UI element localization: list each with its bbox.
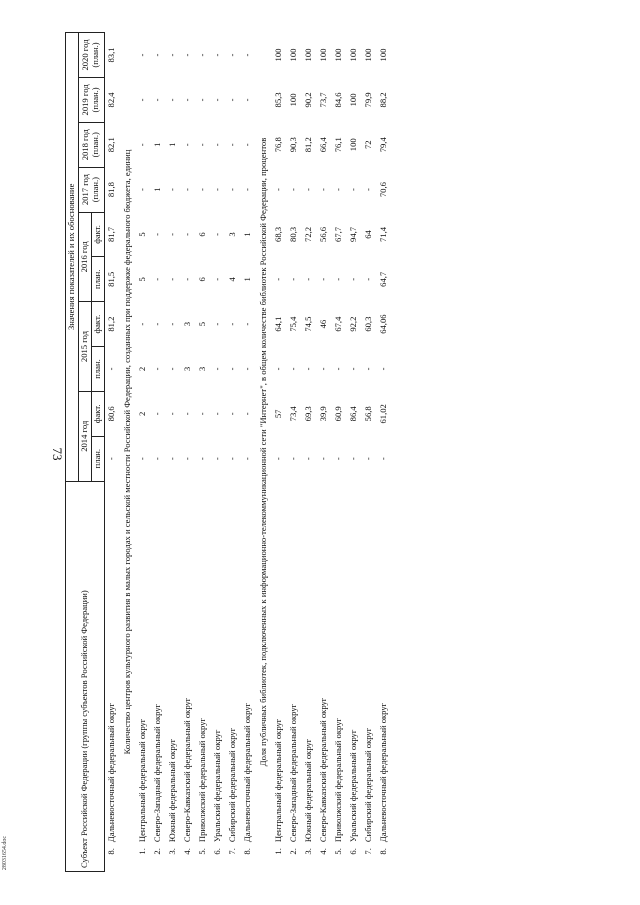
value-cell: - (272, 188, 283, 192)
value-cell: 2 (137, 411, 148, 416)
value-cell: 3 (182, 366, 193, 372)
value-cell: 56,8 (362, 406, 373, 422)
region-name: Уральский федеральный округ (347, 729, 358, 843)
value-cell: - (137, 322, 148, 326)
value-cell: 100 (272, 48, 283, 62)
plan-2016: план. (91, 257, 104, 302)
value-cell: - (167, 367, 178, 371)
value-cell: - (242, 143, 253, 147)
value-cell: 94,7 (347, 226, 358, 242)
value-cell: - (106, 457, 117, 461)
value-cell: 67,7 (332, 226, 343, 242)
value-cell: - (302, 457, 313, 461)
value-cell: - (317, 367, 328, 371)
value-cell: - (362, 277, 373, 281)
value-cell: - (212, 322, 223, 326)
value-cell: - (167, 412, 178, 416)
value-cell: 4 (227, 277, 238, 282)
value-cell: - (106, 367, 117, 371)
value-cell: 3 (182, 321, 193, 327)
value-cell: - (227, 98, 238, 102)
region-name: Южный федеральный округ (302, 738, 313, 843)
value-cell: 57 (272, 409, 283, 419)
plan-2014: план. (91, 436, 104, 481)
region-name: Сибирский федеральный округ (227, 727, 238, 843)
value-cell: 46 (317, 319, 328, 329)
value-cell: - (197, 457, 208, 461)
year-2017: 2017 год (план.) (78, 167, 104, 212)
value-cell: 100 (287, 93, 298, 107)
region-name: Сибирский федеральный округ (362, 727, 373, 843)
value-cell: - (212, 53, 223, 57)
fact-2016: факт. (91, 212, 104, 257)
value-cell: - (227, 367, 238, 371)
value-cell: - (212, 188, 223, 192)
value-cell: 69,3 (302, 406, 313, 422)
table-row (301, 33, 316, 872)
region-name: Южный федеральный округ (167, 738, 178, 843)
region-name: Приволжский федеральный округ (332, 717, 343, 843)
value-cell: 100 (302, 48, 313, 62)
value-cell: 6 (197, 277, 208, 282)
table-row (271, 33, 286, 872)
value-cell: - (152, 233, 163, 236)
value-cell: - (182, 412, 193, 416)
value-cell: - (152, 98, 163, 102)
row-number: 2. (287, 848, 298, 855)
value-cell: - (167, 457, 178, 461)
value-cell: 100 (377, 48, 388, 62)
value-cell: 1 (242, 232, 253, 237)
value-cell: - (242, 322, 253, 326)
value-cell: - (377, 457, 388, 461)
value-cell: 68,3 (272, 226, 283, 242)
subject-header: Субъект Российской Федерации (группы субъектов Российской Федерации) (66, 481, 105, 871)
footer-filename: 28031654.doc (2, 835, 9, 871)
value-cell: 100 (362, 48, 373, 62)
row-number: 6. (347, 848, 358, 855)
value-cell: - (212, 367, 223, 371)
value-cell: 88,2 (377, 92, 388, 108)
value-cell: 73,4 (287, 406, 298, 422)
value-cell: - (287, 367, 298, 371)
value-cell: 100 (332, 48, 343, 62)
value-cell: 82,4 (106, 92, 117, 108)
value-cell: - (167, 53, 178, 57)
value-cell: 39,9 (317, 406, 328, 422)
page-number: 73 (50, 447, 65, 461)
value-cell: - (317, 277, 328, 281)
row-number: 8. (377, 848, 388, 855)
value-cell: 79,4 (377, 137, 388, 153)
value-cell: 100 (287, 48, 298, 62)
value-cell: - (167, 98, 178, 102)
row-number: 3. (302, 848, 313, 855)
rotated-table-container (65, 32, 575, 872)
table-row (241, 33, 256, 872)
row-number: 5. (332, 848, 343, 855)
value-cell: 85,3 (272, 92, 283, 108)
value-cell: - (287, 457, 298, 461)
table-row (104, 33, 120, 872)
value-cell: 6 (197, 232, 208, 237)
value-cell: 90,2 (302, 92, 313, 108)
value-cell: 3 (227, 232, 238, 237)
value-cell: 100 (347, 138, 358, 152)
region-name: Северо-Западный федеральный округ (152, 703, 163, 843)
year-2014: 2014 год (78, 391, 91, 481)
value-cell: 64,06 (377, 314, 388, 334)
value-cell: 81,2 (302, 137, 313, 153)
value-cell: - (197, 98, 208, 102)
value-cell: - (197, 143, 208, 147)
section-title-row (120, 33, 136, 872)
value-cell: 92,2 (347, 316, 358, 332)
value-cell: - (167, 277, 178, 281)
value-cell: - (332, 277, 343, 281)
value-cell: - (212, 277, 223, 281)
value-cell: 64,7 (377, 271, 388, 287)
table-row (211, 33, 226, 872)
row-number: 6. (212, 848, 223, 855)
table-row (376, 33, 391, 872)
value-cell: - (227, 53, 238, 57)
value-cell: - (272, 457, 283, 461)
value-cell: - (212, 412, 223, 416)
value-cell: 3 (197, 366, 208, 372)
value-cell: - (137, 457, 148, 461)
value-cell: - (362, 457, 373, 461)
value-cell: 79,9 (362, 92, 373, 108)
row-number: 5. (197, 848, 208, 855)
value-cell: 72,2 (302, 226, 313, 242)
value-cell: - (182, 233, 193, 236)
region-name: Дальневосточный федеральный округ (106, 702, 117, 843)
value-cell: - (137, 188, 148, 192)
value-cell: - (182, 98, 193, 102)
table-row (181, 33, 196, 872)
value-cell: - (167, 233, 178, 236)
value-cell: 67,4 (332, 316, 343, 332)
region-name: Приволжский федеральный округ (197, 717, 208, 843)
value-cell: - (152, 277, 163, 281)
value-cell: 5 (197, 321, 208, 327)
value-cell: 100 (317, 48, 328, 62)
value-cell: 86,4 (347, 406, 358, 422)
value-cell: 60,3 (362, 316, 373, 332)
value-cell: - (137, 143, 148, 147)
value-cell: - (227, 188, 238, 192)
table-row (136, 33, 151, 872)
value-cell: 100 (347, 93, 358, 107)
table-row (331, 33, 346, 872)
table-row (196, 33, 211, 872)
section-title: Доля публичных библиотек, подключенных к информационно-телекоммуникационной сети "Интернет", в общем количестве библиотек Российской Федерации, процентов (257, 137, 268, 767)
value-cell: 64,1 (272, 316, 283, 332)
value-cell: - (227, 412, 238, 416)
value-cell: 81,7 (106, 226, 117, 242)
value-cell: 73,7 (317, 92, 328, 108)
value-cell: 76,1 (332, 137, 343, 153)
value-cell: 2 (137, 366, 148, 372)
value-cell: - (287, 188, 298, 192)
row-number: 1. (137, 848, 148, 855)
value-cell: 70,6 (377, 182, 388, 198)
row-number: 4. (182, 848, 193, 855)
values-title: Значения показателей и их обоснование (66, 33, 79, 482)
value-cell: - (227, 322, 238, 326)
value-cell: 90,3 (287, 137, 298, 153)
value-cell: - (272, 367, 283, 371)
table-row (316, 33, 331, 872)
value-cell: - (347, 277, 358, 281)
value-cell: - (317, 457, 328, 461)
section-title-row (256, 33, 272, 872)
value-cell: 76,8 (272, 137, 283, 153)
fact-2014: факт. (91, 391, 104, 436)
year-2016: 2016 год (78, 212, 91, 302)
value-cell: - (182, 53, 193, 57)
value-cell: - (347, 188, 358, 192)
region-name: Дальневосточный федеральный округ (377, 702, 388, 843)
fact-2015: факт. (91, 302, 104, 347)
value-cell: 83,1 (106, 47, 117, 63)
value-cell: - (212, 143, 223, 147)
value-cell: 64 (362, 230, 373, 239)
value-cell: - (137, 98, 148, 102)
value-cell: - (302, 277, 313, 281)
value-cell: 66,4 (317, 137, 328, 153)
value-cell: - (152, 367, 163, 371)
value-cell: 71,4 (377, 226, 388, 242)
value-cell: - (347, 457, 358, 461)
value-cell: - (332, 188, 343, 192)
row-number: 7. (362, 848, 373, 855)
value-cell: - (362, 188, 373, 192)
value-cell: 56,6 (317, 226, 328, 242)
year-2020: 2020 год (план.) (78, 33, 104, 78)
row-number: 2. (152, 848, 163, 855)
value-cell: - (287, 277, 298, 281)
value-cell: 74,5 (302, 316, 313, 332)
table-body (104, 33, 391, 872)
row-number: 7. (227, 848, 238, 855)
value-cell: 81,8 (106, 182, 117, 198)
region-name: Северо-Кавказский федеральный округ (317, 697, 328, 843)
value-cell: 81,5 (106, 271, 117, 287)
value-cell: - (242, 53, 253, 57)
value-cell: - (332, 367, 343, 371)
table-row (226, 33, 241, 872)
value-cell: - (302, 367, 313, 371)
value-cell: 84,6 (332, 92, 343, 108)
value-cell: 5 (137, 232, 148, 237)
value-cell: 80,6 (106, 406, 117, 422)
value-cell: - (242, 188, 253, 192)
value-cell: - (227, 457, 238, 461)
indicators-table (65, 32, 391, 872)
value-cell: - (272, 277, 283, 281)
table-row (361, 33, 376, 872)
value-cell: 61,02 (377, 404, 388, 424)
value-cell: - (377, 367, 388, 371)
row-number: 1. (272, 848, 283, 855)
plan-2015: план. (91, 347, 104, 392)
value-cell: - (242, 367, 253, 371)
region-name: Центральный федеральный округ (272, 718, 283, 843)
value-cell: - (197, 412, 208, 416)
year-2019: 2019 год (план.) (78, 77, 104, 122)
value-cell: - (167, 322, 178, 326)
value-cell: - (317, 188, 328, 192)
year-2015: 2015 год (78, 302, 91, 392)
value-cell: - (347, 367, 358, 371)
region-name: Уральский федеральный округ (212, 729, 223, 843)
value-cell: 100 (347, 48, 358, 62)
value-cell: 1 (152, 142, 163, 147)
value-cell: - (152, 53, 163, 57)
value-cell: - (332, 457, 343, 461)
row-number: 3. (167, 848, 178, 855)
value-cell: - (212, 457, 223, 461)
value-cell: - (302, 188, 313, 192)
value-cell: 82,1 (106, 137, 117, 153)
value-cell: - (182, 143, 193, 147)
value-cell: - (242, 412, 253, 416)
value-cell: - (137, 53, 148, 57)
region-name: Центральный федеральный округ (137, 718, 148, 843)
value-cell: - (362, 367, 373, 371)
value-cell: - (182, 188, 193, 192)
table-row (286, 33, 301, 872)
section-title: Количество центров культурного развития в малых городах и сельской местности Российской Федерации, созданных при поддержке федерального бюджета, единиц (121, 149, 132, 755)
row-number: 8. (242, 848, 253, 855)
value-cell: 1 (167, 142, 178, 147)
value-cell: 72 (362, 140, 373, 150)
value-cell: 60,9 (332, 406, 343, 422)
value-cell: - (152, 412, 163, 416)
table-row (346, 33, 361, 872)
year-2018: 2018 год (план.) (78, 122, 104, 167)
value-cell: - (242, 457, 253, 461)
value-cell: - (212, 98, 223, 102)
value-cell: - (212, 233, 223, 236)
value-cell: - (152, 457, 163, 461)
region-name: Северо-Кавказский федеральный округ (182, 697, 193, 843)
value-cell: 1 (242, 277, 253, 282)
row-number: 8. (106, 848, 117, 855)
value-cell: - (167, 188, 178, 192)
value-cell: 1 (152, 187, 163, 192)
value-cell: - (197, 53, 208, 57)
value-cell: 81,2 (106, 316, 117, 332)
region-name: Северо-Западный федеральный округ (287, 703, 298, 843)
value-cell: - (182, 457, 193, 461)
table-row (166, 33, 181, 872)
value-cell: - (182, 277, 193, 281)
value-cell: - (152, 322, 163, 326)
value-cell: 75,4 (287, 316, 298, 332)
value-cell: 5 (137, 277, 148, 282)
value-cell: - (197, 188, 208, 192)
region-name: Дальневосточный федеральный округ (242, 702, 253, 843)
value-cell: - (227, 143, 238, 147)
value-cell: 80,3 (287, 226, 298, 242)
table-row (151, 33, 166, 872)
row-number: 4. (317, 848, 328, 855)
value-cell: - (242, 98, 253, 102)
